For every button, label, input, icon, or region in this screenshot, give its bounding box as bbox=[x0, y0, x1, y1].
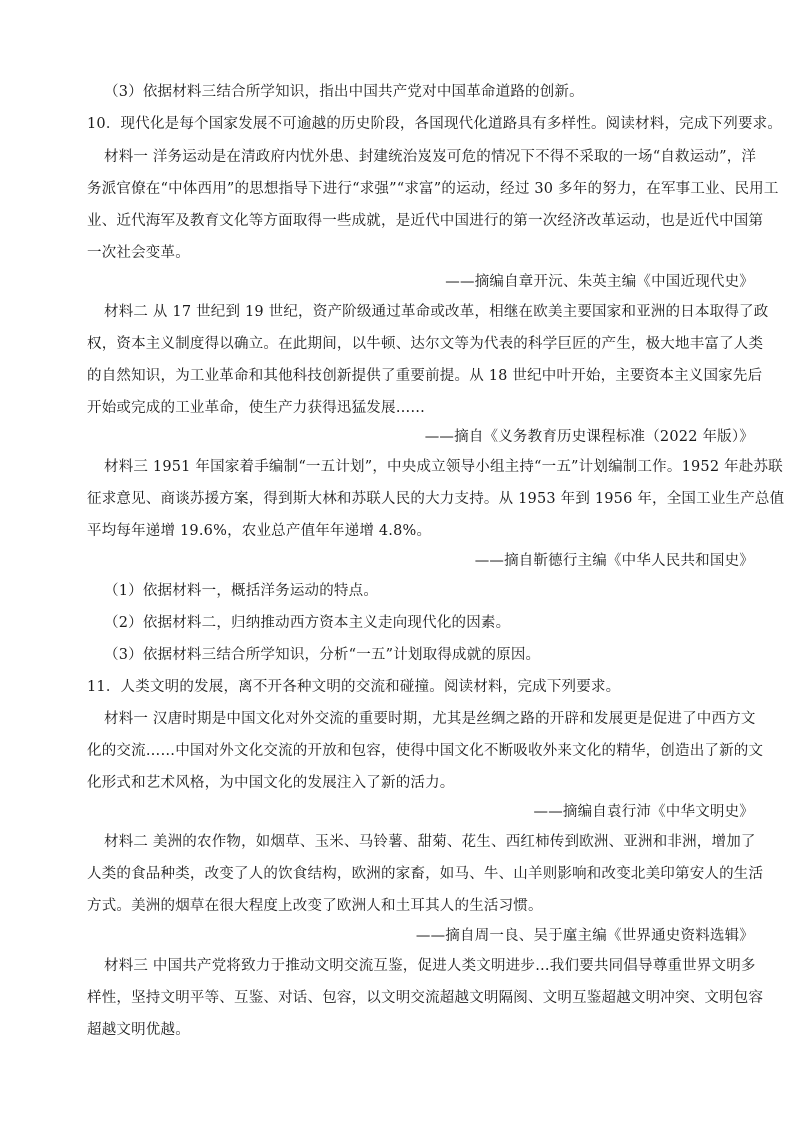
text-line: 化的交流……中国对外文化交流的开放和包容，使得中国文化不断吸收外来文化的精华，创造出了新的文 bbox=[87, 743, 764, 759]
text-line: 一次社会变革。 bbox=[87, 245, 190, 261]
text-line: （3）依据材料三结合所学知识，指出中国共产党对中国革命道路的创新。 bbox=[104, 84, 584, 100]
text-line: 务派官僚在“中体西用”的思想指导下进行“求强”“求富”的运动，经过 30 多年的努力，在军事工业、民用工 bbox=[87, 181, 779, 197]
text-line: 材料三 1951 年国家着手编制“一五计划”，中央成立领导小组主持“一五”计划编制工作。1952 年赴苏联 bbox=[104, 459, 783, 475]
text-line: 材料一 汉唐时期是中国文化对外交流的重要时期，尤其是丝绸之路的开辟和发展更是促进了中西方文 bbox=[104, 711, 756, 727]
text-line: 10．现代化是每个国家发展不可逾越的历史阶段，各国现代化道路具有多样性。阅读材料，完成下列要求。 bbox=[87, 116, 783, 132]
text-line: 化形式和艺术风格，为中国文化的发展注入了新的活力。 bbox=[87, 775, 455, 791]
text-line: 征求意见、商谈苏援方案，得到斯大林和苏联人民的大力支持。从 1953 年到 1956 年，全国工业生产总值 bbox=[87, 491, 785, 507]
source-citation: ——摘编自章开沅、朱英主编《中国近现代史》 bbox=[445, 274, 754, 290]
text-line: 平均每年递增 19.6%，农业总产值年年递增 4.8%。 bbox=[87, 523, 432, 539]
text-line: 材料一 洋务运动是在清政府内忧外患、封建统治岌岌可危的情况下不得不采取的一场“自救运动”，洋 bbox=[104, 149, 757, 165]
text-line: 的自然知识，为工业革命和其他科技创新提供了重要前提。从 18 世纪中叶开始，主要资本主义国家先后 bbox=[87, 368, 763, 384]
text-line: （2）依据材料二，归纳推动西方资本主义走向现代化的因素。 bbox=[104, 615, 511, 631]
source-citation: ——摘自周一良、吴于廑主编《世界通史资料选辑》 bbox=[415, 928, 754, 944]
source-citation: ——摘自《义务教育历史课程标准（2022 年版）》 bbox=[424, 429, 754, 445]
source-citation: ——摘自靳德行主编《中华人民共和国史》 bbox=[474, 553, 754, 569]
text-line: （3）依据材料三结合所学知识，分析“一五”计划取得成就的原因。 bbox=[104, 647, 541, 663]
source-citation: ——摘编自袁行沛《中华文明史》 bbox=[533, 804, 754, 820]
text-line: 材料三 中国共产党将致力于推动文明交流互鉴，促进人类文明进步…我们要共同倡导尊重世界文明多 bbox=[104, 958, 756, 974]
text-line: 业、近代海军及教育文化等方面取得一些成就，是近代中国进行的第一次经济改革运动，也是近代中国第 bbox=[87, 213, 764, 229]
text-line: 材料二 从 17 世纪到 19 世纪，资产阶级通过革命或改革，相继在欧美主要国家和亚洲的日本取得了政 bbox=[104, 304, 769, 320]
text-line: 权，资本主义制度得以确立。在此期间，以牛顿、达尔文等为代表的科学巨匠的产生，极大地丰富了人类 bbox=[87, 336, 764, 352]
text-line: 人类的食品种类，改变了人的饮食结构，欧洲的家畜，如马、牛、山羊则影响和改变北美印第安人的生活 bbox=[87, 866, 764, 882]
text-line: （1）依据材料一，概括洋务运动的特点。 bbox=[104, 583, 379, 599]
text-line: 方式。美洲的烟草在很大程度上改变了欧洲人和土耳其人的生活习惯。 bbox=[87, 898, 543, 914]
text-line: 11．人类文明的发展，离不开各种文明的交流和碰撞。阅读材料，完成下列要求。 bbox=[87, 679, 621, 695]
text-line: 样性，坚持文明平等、互鉴、对话、包容，以文明交流超越文明隔阂、文明互鉴超越文明冲突、文明包容 bbox=[87, 990, 764, 1006]
text-line: 开始或完成的工业革命，使生产力获得迅猛发展…… bbox=[87, 400, 426, 416]
text-line: 超越文明优越。 bbox=[87, 1022, 190, 1038]
text-line: 材料二 美洲的农作物，如烟草、玉米、马铃薯、甜菊、花生、西红柿传到欧洲、亚洲和非洲，增加了 bbox=[104, 834, 756, 850]
